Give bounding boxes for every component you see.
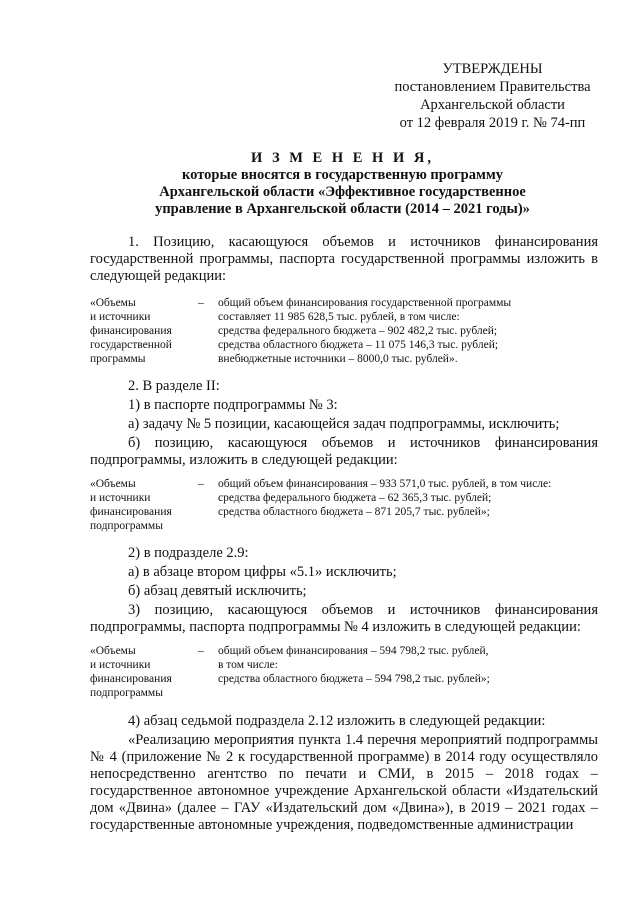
title-line-4: управление в Архангельской области (2014 – 2021 годы)» (155, 201, 530, 217)
table-1-label: «Объемы и источники финансирования государственной программы (90, 297, 172, 365)
table-2-label: «Объемы и источники финансирования подпрограммы (90, 478, 172, 532)
section-4-heading: 4) абзац седьмой подраздела 2.12 изложить в следующей редакции: (128, 713, 546, 729)
section-2b-item-2: 2) в подразделе 2.9: (128, 545, 249, 561)
paragraph-1-text: 1. Позицию, касающуюся объемов и источников финансирования государственной программы, паспорта государственной программы изложить в следующей редакции: (90, 234, 598, 284)
section-4-quote: «Реализацию мероприятия пункта 1.4 перечня мероприятий подпрограммы № 4 (приложение № 2 к государственной программе) в 2014 году осуществляло непосредственно агентство по печати и СМИ, в 2015 – 2018 годах – государственное автономное учреждение Архангельской области «Издательский дом «Двина» (далее – ГАУ «Издательский дом «Двина»), в 2019 – 2021 годах – государственные автономные учреждения, подведомственные администрации (90, 732, 598, 833)
financing-table-1 (90, 296, 610, 368)
section-2b-item-a: а) в абзаце втором цифры «5.1» исключить; (128, 564, 397, 580)
approved-heading: УТВЕРЖДЕНЫ (442, 61, 543, 77)
table-3-label: «Объемы и источники финансирования подпрограммы (90, 645, 172, 699)
table-1-dash: – (198, 297, 204, 309)
approval-stamp (370, 60, 615, 132)
title-line-1: И З М Е Н Е Н И Я, (251, 150, 434, 166)
section-2-item-1: 1) в паспорте подпрограммы № 3: (128, 397, 338, 413)
section-2-item-a: а) задачу № 5 позиции, касающейся задач подпрограммы, исключить; (128, 416, 560, 432)
financing-table-3 (90, 644, 610, 702)
approved-region: Архангельской области (420, 97, 565, 113)
table-1-value: общий объем финансирования государственной программы составляет 11 985 628,5 тыс. рублей, в том числе: средства федерального бюджета – 902 482,2 тыс. рублей; средства областного бюджета – 11 075 146,3 тыс. рублей; внебюджетные источники – 8000,0 тыс. рублей». (218, 297, 512, 365)
financing-table-2 (90, 477, 610, 535)
section-2-heading: 2. В разделе II: (128, 378, 220, 394)
approved-date: от 12 февраля 2019 г. № 74-пп (399, 115, 586, 131)
table-2-value: общий объем финансирования – 933 571,0 тыс. рублей, в том числе: средства федерального бюджета – 62 365,3 тыс. рублей; средства областного бюджета – 871 205,7 тыс. рублей»; (218, 478, 552, 518)
table-2-dash: – (198, 478, 204, 490)
title-line-3: Архангельской области «Эффективное государственное (159, 184, 526, 200)
approved-by: постановлением Правительства (394, 79, 591, 95)
section-2b-item-b: б) абзац девятый исключить; (128, 583, 307, 599)
document-title (90, 150, 595, 218)
table-3-dash: – (198, 645, 204, 657)
paragraph-1 (90, 234, 598, 285)
title-line-2: которые вносятся в государственную программу (182, 167, 503, 183)
section-2-item-b: б) позицию, касающуюся объемов и источников финансирования подпрограммы, изложить в следующей редакции: (90, 435, 598, 468)
table-3-value: общий объем финансирования – 594 798,2 тыс. рублей, в том числе: средства областного бюджета – 594 798,2 тыс. рублей»; (218, 645, 490, 685)
section-2b-item-3: 3) позицию, касающуюся объемов и источников финансирования подпрограммы, паспорта подпрограммы № 4 изложить в следующей редакции: (90, 602, 598, 635)
